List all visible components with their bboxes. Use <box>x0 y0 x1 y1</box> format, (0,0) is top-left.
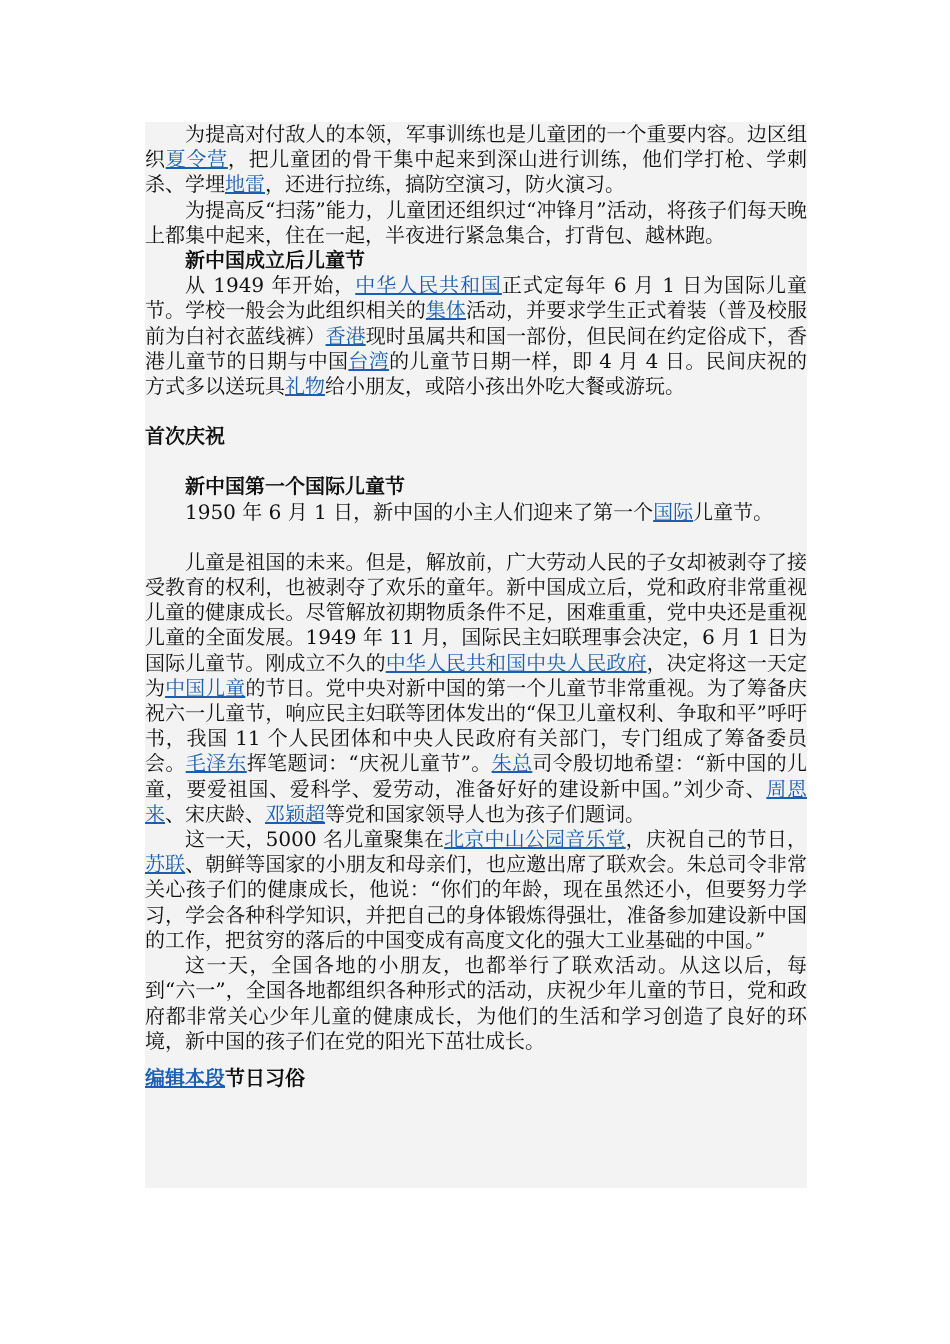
text: 、朝鲜等国家的小朋友和母亲们，也应邀出席了联欢会。朱总司令非常关心孩子们的健康成长，他说：“你们的年龄，现在虽然还小，但要努力学习，学会各种科学知识，并把自己的身体锻炼得强壮，准备参加建设新中国的工作，把贫穷的落后的中国变成有高度文化的强大工业基础的中国。” <box>145 852 807 952</box>
text: 这一天，5000 名儿童聚集在 <box>185 827 445 852</box>
paragraph-training <box>145 122 807 198</box>
link-prc[interactable]: 中华人民共和国 <box>355 273 502 298</box>
text: ，庆祝自己的节日， <box>625 827 807 852</box>
text: 的儿童节日期一样，即 4 月 4 日。民间庆祝的方式多以送玩具 <box>145 348 807 399</box>
edit-section-link[interactable]: 编辑本段 <box>145 1065 225 1090</box>
text: 挥笔题词：“庆祝儿童节”。 <box>246 751 492 776</box>
heading-customs <box>145 1066 807 1091</box>
paragraph-future <box>145 550 807 827</box>
heading-first-childrens-day: 新中国第一个国际儿童节 <box>185 474 405 499</box>
text: 给小朋友，或陪小孩出外吃大餐或游玩。 <box>325 374 685 399</box>
link-summer-camp[interactable]: 夏令营 <box>165 147 228 172</box>
text: 等党和国家领导人也为孩子们题词。 <box>325 801 645 826</box>
paragraph-1950 <box>145 500 807 525</box>
text: 正式定每年 6 月 1 日为国际儿童节。学校一般会为此组织相关的 <box>145 273 807 323</box>
link-zhou-enlai[interactable]: 周恩来 <box>145 776 807 826</box>
text: ，还进行拉练，搞防空演习，防火演习。 <box>265 172 625 197</box>
text: ，把儿童团的骨干集中起来到深山进行训练，他们学打枪、学刺杀、学埋 <box>145 147 807 197</box>
text: 为提高对付敌人的本领，军事训练也是儿童团的一个重要内容。边区组织 <box>145 122 807 172</box>
link-gift[interactable]: 礼物 <box>285 374 325 399</box>
document-body <box>145 122 807 1188</box>
link-collective[interactable]: 集体 <box>425 298 466 323</box>
paragraph-anti-sweep: 为提高反“扫荡”能力，儿童团还组织过“冲锋月”活动，将孩子们每天晚上都集中起来，住在一起，半夜进行紧急集合，打背包、越林跑。 <box>145 197 807 247</box>
link-central-government[interactable]: 中华人民共和国中央人民政府 <box>385 650 647 675</box>
text: 儿童节。 <box>693 499 774 524</box>
text: 1950 年 6 月 1 日，新中国的小主人们迎来了第一个 <box>185 499 654 524</box>
link-mao-zedong[interactable]: 毛泽东 <box>185 751 247 776</box>
text: 从 1949 年开始， <box>185 273 356 298</box>
text: 司令殷切地希望：“新中国的儿童，要爱祖国、爱科学、爱劳动，准备好好的建设新中国。”刘少奇、 <box>145 751 807 801</box>
link-landmine[interactable]: 地雷 <box>225 172 265 197</box>
text: 儿童是祖国的未来。但是，解放前，广大劳动人民的子女却被剥夺了接受教育的权利，也被剥夺了欢乐的童年。新中国成立后，党和政府非常重视儿童的健康成长。尽管解放初期物质条件不足，困难重重，党中央还是重视儿童的全面发展。1949 年 11 月，国际民主妇联理事会决定，6 月 1 日为国际儿童节。刚成立不久的 <box>145 549 807 675</box>
text: 的节日。党中央对新中国的第一个儿童节非常重视。为了筹备庆祝六一儿童节，响应民主妇联等团体发出的“保卫儿童权利、争取和平”呼吁书，我国 11 个人民团体和中央人民政府有关部门，专门组成了筹备委员会。 <box>145 675 807 776</box>
link-taiwan[interactable]: 台湾 <box>348 348 390 373</box>
heading-first-celebration: 首次庆祝 <box>145 424 225 449</box>
text: 、宋庆龄、 <box>165 801 265 826</box>
link-soviet-union[interactable]: 苏联 <box>145 852 186 877</box>
text: 现时虽属共和国一部份，但民间在约定俗成下，香港儿童节的日期与中国 <box>145 323 807 373</box>
text: 活动，并要求学生正式着装（普及校服前为白衬衣蓝线裤） <box>145 298 807 348</box>
link-deng-yingchao[interactable]: 邓颖超 <box>265 801 325 826</box>
paragraph-5000-children <box>145 827 807 953</box>
text: ，决定将这一天定为 <box>145 650 807 700</box>
link-zhongshan-park-music-hall[interactable]: 北京中山公园音乐堂 <box>444 827 626 852</box>
link-hong-kong[interactable]: 香港 <box>325 323 366 348</box>
link-zhu-zong[interactable]: 朱总 <box>491 751 533 776</box>
link-international[interactable]: 国际 <box>653 499 694 524</box>
paragraph-nationwide: 这一天，全国各地的小朋友，也都举行了联欢活动。从这以后，每到“六一”，全国各地都组织各种形式的活动，庆祝少年儿童的节日，党和政府都非常关心少年儿童的健康成长，为他们的生活和学习创造了良好的环境，新中国的孩子们在党的阳光下茁壮成长。 <box>145 953 807 1053</box>
paragraph-1949 <box>145 273 807 399</box>
heading-customs-text: 节日习俗 <box>225 1065 305 1090</box>
heading-after-founding: 新中国成立后儿童节 <box>185 248 365 273</box>
link-chinese-children[interactable]: 中国儿童 <box>165 675 246 700</box>
